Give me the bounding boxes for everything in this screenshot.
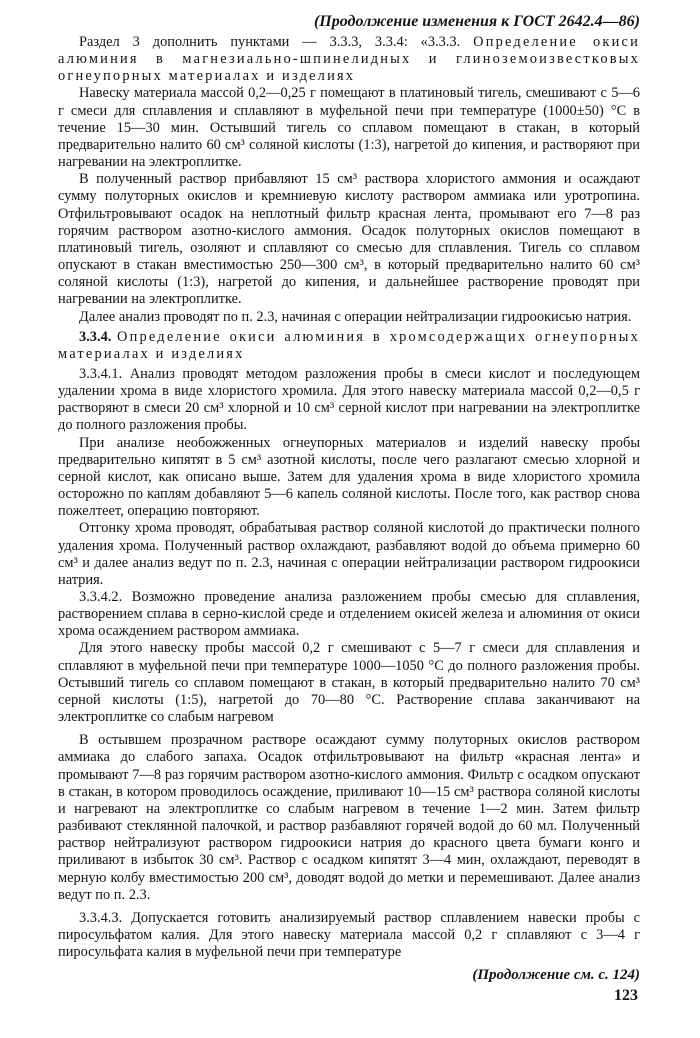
paragraph: При анализе необожженных огнеупорных материалов и изделий навеску пробы предварительно кипятят в 5 см³ азотной кислоты, после чего разлагают смесью хлорной и серной кислот, как описано выше. Затем для удаления хрома в виде хлористого хромила осторожно по каплям добавляют 5—6 капель соляной кислоты. После того, как раствор снова пожелтеет, операцию повторяют. (58, 434, 640, 520)
paragraph: 3.3.4.3. Допускается готовить анализируемый раствор сплавлением навески пробы с пиросульфатом калия. Для этого навеску материала массой 0,2 г сплавляют с 3—4 г пиросульфата калия в муфельной печи при температуре (58, 909, 640, 961)
paragraph: Далее анализ проводят по п. 2.3, начиная с операции нейтрализации гидроокисью натрия. (79, 308, 632, 325)
paragraph: В полученный раствор прибавляют 15 см³ раствора хлористого аммония и осаждают сумму полуторных окислов и кремниевую кислоту раствором аммиака или уротропина. Отфильтровывают осадок на неплотный фильтр красная лента, промывают его 7—8 раз горячим раствором азотно-кислого аммония. Осадок полуторных окислов помещают в платиновый тигель, озоляют и сплавляют со смесью для сплавления. Тигель со сплавом опускают в стакан вместимостью 250—300 см³, в который предварительно налито 60 см³ соляной кислоты (1:3), нагретой до кипения, и дальнейшее растворение проводят при нагревании на электроплитке. (58, 171, 640, 308)
paragraph: В остывшем прозрачном растворе осаждают сумму полуторных окислов раствором аммиака до слабого запаха. Осадок отфильтровывают на фильтр «красная лента» и промывают 7—8 раз горячим раствором азотно-кислого аммония. Фильтр с осадком опускают в стакан, в котором проводилось осаждение, приливают 10—15 см³ раствора соляной кислоты и нагревают на электроплитке со слабым нагревом в течение 1—2 мин. Затем фильтр разбивают стеклянной палочкой, и раствор разбавляют горячей водой до 60 мл. Полученный раствор нейтрализуют раствором гидроокиси натрия до красного цвета бумаги конго и приливают в избыток 30 см³. Раствор с осадком кипятят 3—4 мин, охлаждают, переводят в мерную колбу вместимостью 200 см³, доводят водой до метки и перемешивают. Далее анализ ведут по п. 2.3. (58, 732, 640, 903)
paragraph: 3.3.4.2. Возможно проведение анализа разложением пробы смесью для сплавления, растворением сплава в серно-кислой среде и отделением окисей железа и алюминия от окиси хрома осаждением раствором аммиака. (58, 589, 640, 640)
paragraph: 3.3.4.1. Анализ проводят методом разложения пробы в смеси кислот и последующем удалении хрома в виде хлористого хромила. Для этого навеску материала массой 0,2—0,5 г растворяют в смеси 20 см³ хлорной и 10 см³ серной кислот при нагревании на электроплитке до полного разложения пробы. (58, 365, 640, 434)
intro-prefix: Раздел 3 дополнить пунктами — 3.3.3, 3.3.4: «3.3.3. (79, 34, 461, 50)
paragraph: Навеску материала массой 0,2—0,25 г помещают в платиновый тигель, смешивают с 5—6 г смеси для сплавления и сплавляют в муфельной печи при температуре (1000±50) °С в течение 15—30 мин. Остывший тигель со сплавом помещают в стакан, в который предварительно налито 60 см³ соляной кислоты (1:3), нагретой до кипения, и растворяют при нагревании на электроплитке. (58, 85, 640, 171)
page-number: 123 (614, 987, 638, 1004)
continuation-note: (Продолжение см. с. 124) (472, 967, 640, 984)
section-number: 3.3.4. (79, 328, 112, 345)
section-333-title: Определение окиси алюминия в магнезиально-шпинелидных и глиноземоизвестковых огнеупорных материалах и изделиях (58, 34, 640, 85)
page-content (58, 12, 640, 984)
paragraph: Отгонку хрома проводят, обрабатывая раствор соляной кислотой до практически полного удаления хрома. Полученный раствор охлаждают, разбавляют водой до объема примерно 60 см³ и далее анализ ведут по п. 2.3, начиная с операции нейтрализации раствором гидроокиси натрия. (58, 520, 640, 588)
section-heading (58, 329, 640, 363)
running-header: (Продолжение изменения к ГОСТ 2642.4—86) (313, 13, 640, 30)
intro-paragraph (58, 34, 640, 85)
section-title: Определение окиси алюминия в хромсодержащих огнеупорных материалах и изделиях (58, 328, 640, 362)
paragraph: Для этого навеску пробы массой 0,2 г смешивают с 5—7 г смеси для сплавления и сплавляют в муфельной печи при температуре 1000—1050 °С до полного разложения пробы. Остывший тигель со сплавом помещают в стакан, в который предварительно налито 70 см³ серной кислоты (1:5), нагретой до 70—80 °С. Растворение сплава заканчивают на электроплитке со слабым нагревом (58, 640, 640, 726)
